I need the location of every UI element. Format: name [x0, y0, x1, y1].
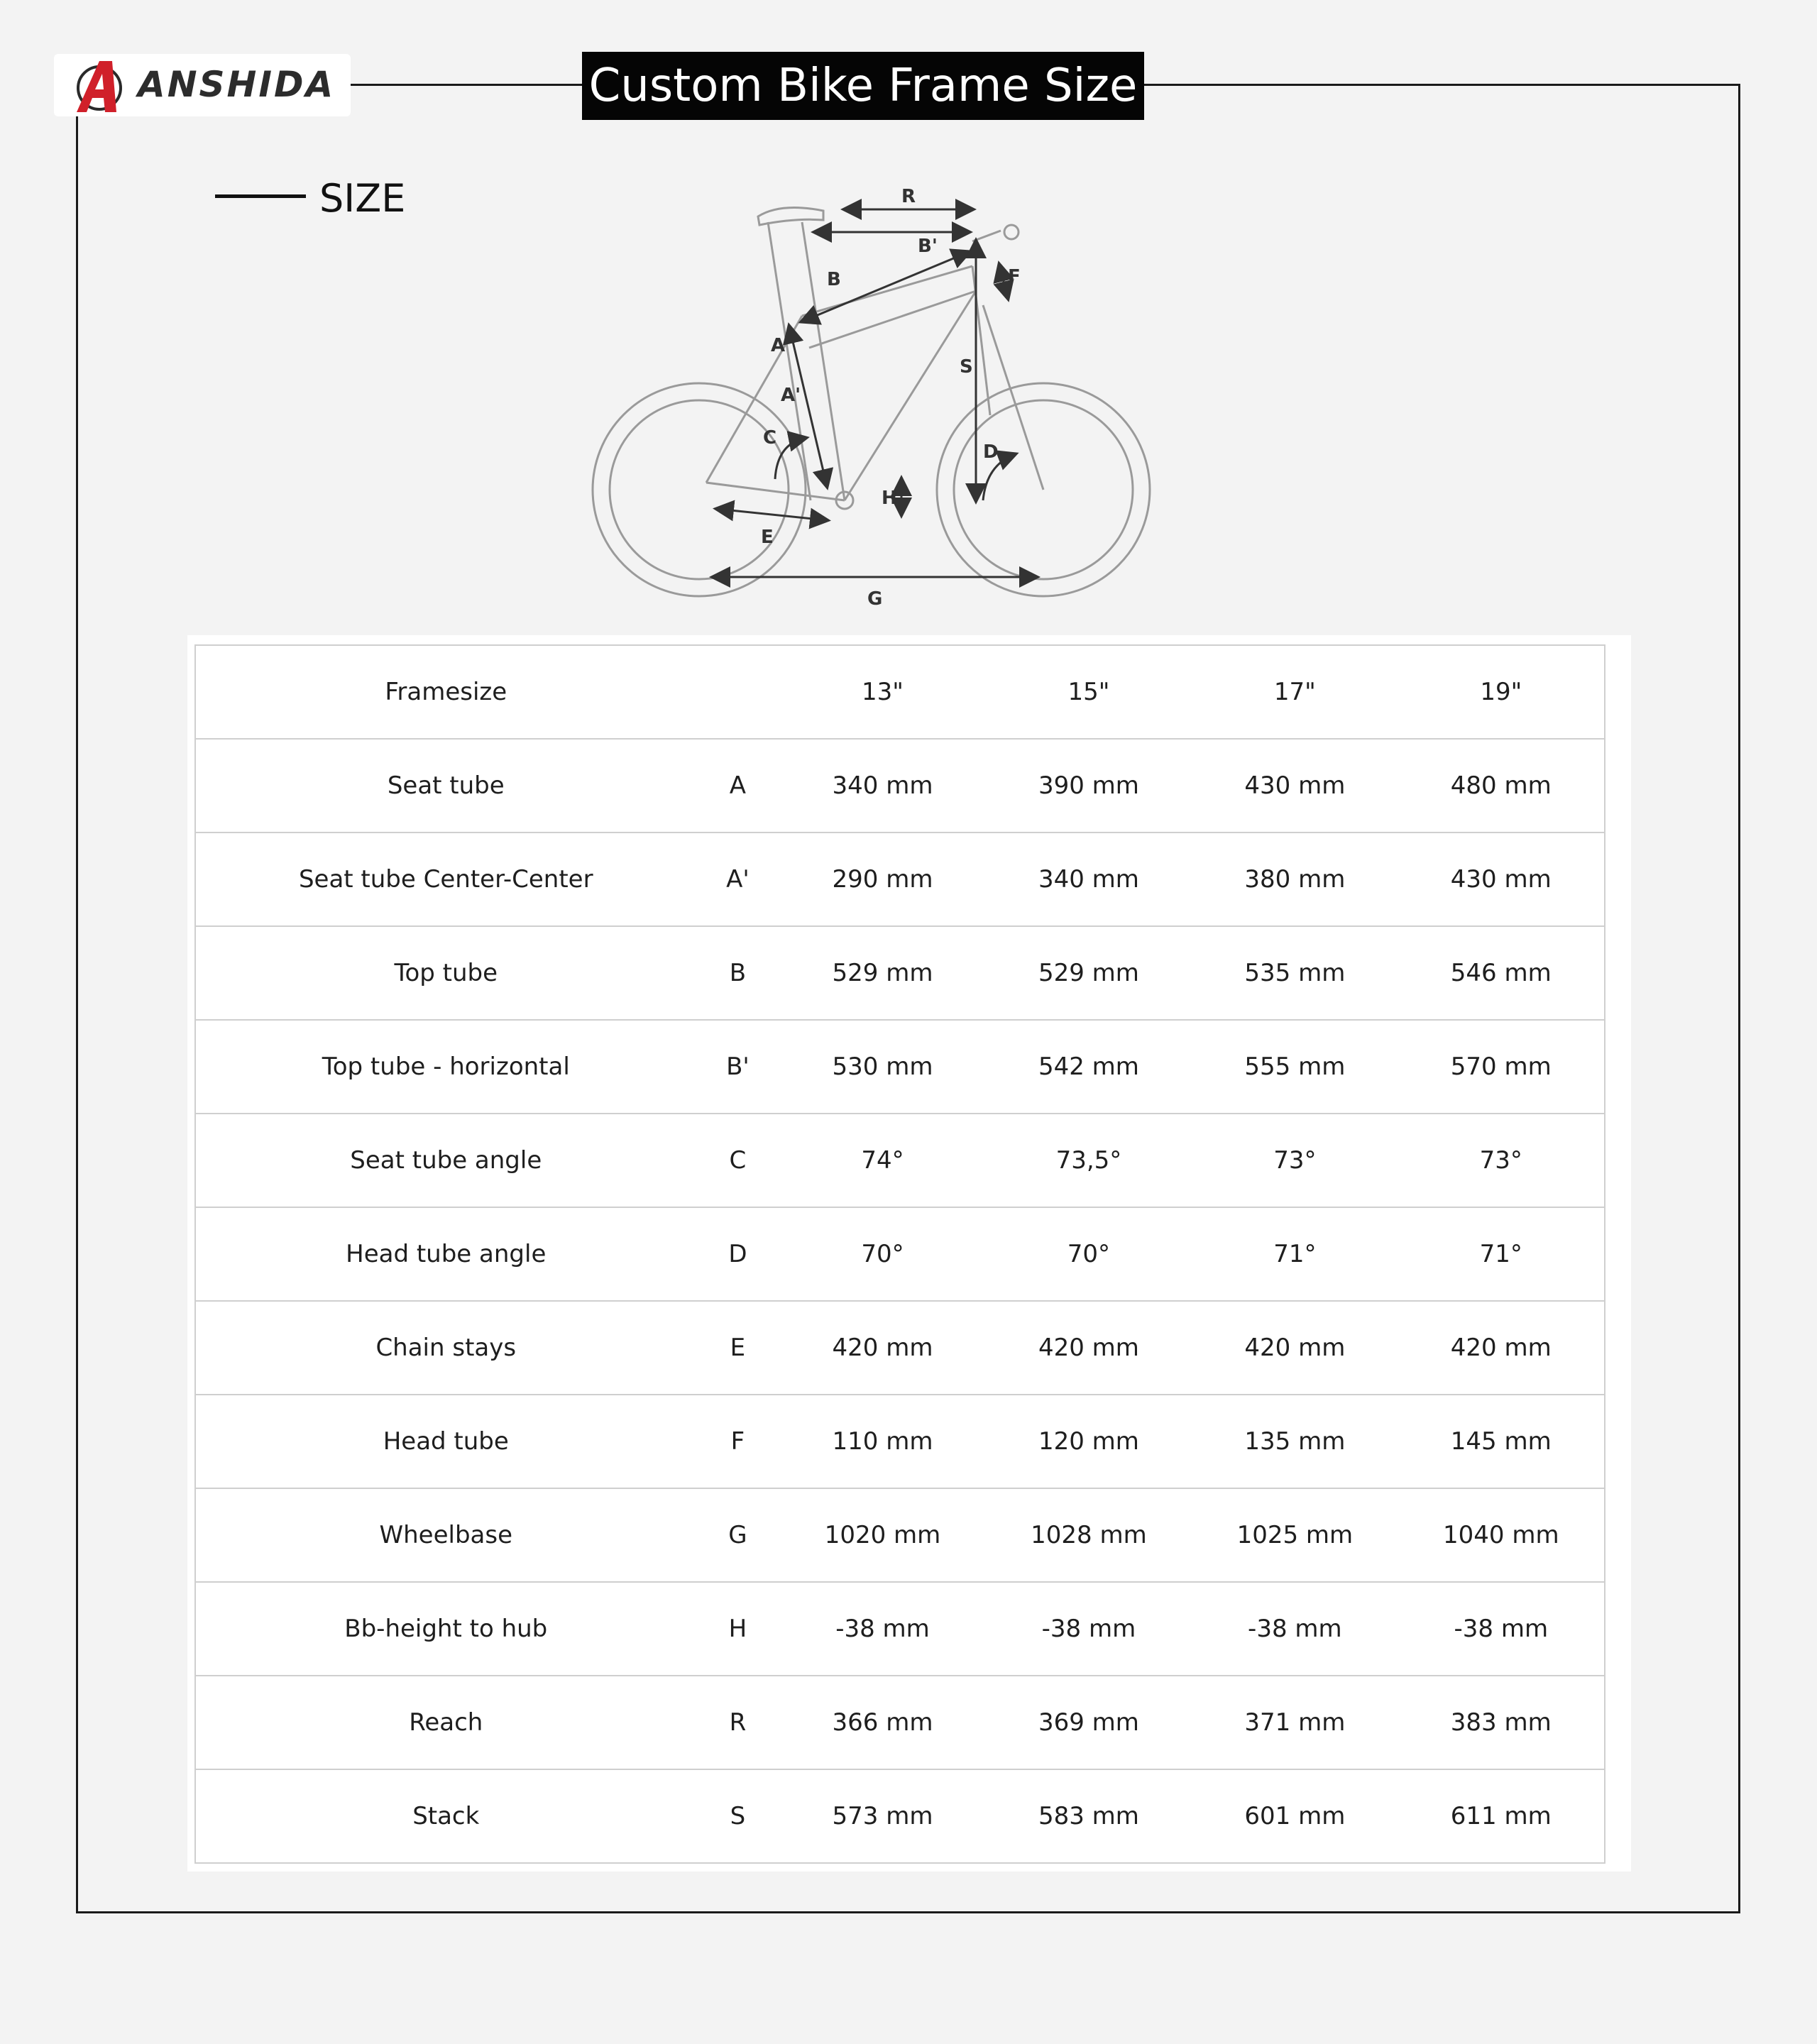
row-name: Head tube — [195, 1395, 696, 1488]
row-value: 529 mm — [779, 926, 985, 1020]
row-code: F — [696, 1395, 780, 1488]
table-header-row — [195, 645, 1605, 739]
diagram-label-s: S — [960, 356, 973, 378]
row-value: 383 mm — [1398, 1676, 1605, 1769]
diagram-label-e: E — [761, 527, 774, 548]
diagram-label-d: D — [983, 441, 999, 463]
row-code: A' — [696, 833, 780, 926]
diagram-label-b-prime: B' — [918, 236, 938, 257]
header-label: Framesize — [195, 645, 696, 739]
row-value: 1020 mm — [779, 1488, 985, 1582]
row-value: 390 mm — [986, 739, 1192, 833]
row-value: 70° — [779, 1207, 985, 1301]
table-row — [195, 1020, 1605, 1114]
row-name: Stack — [195, 1769, 696, 1863]
header-size: 19" — [1398, 645, 1605, 739]
row-code: C — [696, 1114, 780, 1207]
diagram-label-h: H — [882, 488, 897, 509]
table-row — [195, 926, 1605, 1020]
size-table-panel — [187, 635, 1631, 1872]
row-value: -38 mm — [1398, 1582, 1605, 1676]
header-size: 13" — [779, 645, 985, 739]
row-code: H — [696, 1582, 780, 1676]
diagram-label-a-prime: A' — [781, 385, 801, 406]
row-value: 74° — [779, 1114, 985, 1207]
row-code: G — [696, 1488, 780, 1582]
diagram-label-c: C — [763, 427, 777, 449]
table-row — [195, 1582, 1605, 1676]
row-value: 380 mm — [1192, 833, 1398, 926]
row-value: 340 mm — [779, 739, 985, 833]
row-value: 340 mm — [986, 833, 1192, 926]
row-code: D — [696, 1207, 780, 1301]
row-value: 420 mm — [779, 1301, 985, 1395]
row-value: 145 mm — [1398, 1395, 1605, 1488]
header-code — [696, 645, 780, 739]
row-value: 530 mm — [779, 1020, 985, 1114]
row-value: 583 mm — [986, 1769, 1192, 1863]
header-size: 17" — [1192, 645, 1398, 739]
row-value: 535 mm — [1192, 926, 1398, 1020]
row-value: 120 mm — [986, 1395, 1192, 1488]
row-name: Chain stays — [195, 1301, 696, 1395]
row-name: Bb-height to hub — [195, 1582, 696, 1676]
row-value: 611 mm — [1398, 1769, 1605, 1863]
table-row — [195, 1676, 1605, 1769]
row-value: 71° — [1398, 1207, 1605, 1301]
row-name: Seat tube Center-Center — [195, 833, 696, 926]
row-name: Reach — [195, 1676, 696, 1769]
row-value: 70° — [986, 1207, 1192, 1301]
row-value: 420 mm — [1398, 1301, 1605, 1395]
row-code: R — [696, 1676, 780, 1769]
row-name: Seat tube angle — [195, 1114, 696, 1207]
row-code: B' — [696, 1020, 780, 1114]
row-value: 369 mm — [986, 1676, 1192, 1769]
diagram-label-b: B — [827, 269, 841, 290]
row-name: Top tube - horizontal — [195, 1020, 696, 1114]
row-value: 1028 mm — [986, 1488, 1192, 1582]
diagram-label-r: R — [901, 186, 916, 207]
row-name: Top tube — [195, 926, 696, 1020]
row-value: 480 mm — [1398, 739, 1605, 833]
diagram-label-a: A — [771, 335, 786, 356]
table-row — [195, 1395, 1605, 1488]
row-name: Wheelbase — [195, 1488, 696, 1582]
anshida-logo-icon — [67, 55, 138, 115]
table-row — [195, 1207, 1605, 1301]
table-row — [195, 1769, 1605, 1863]
row-code: S — [696, 1769, 780, 1863]
row-value: 73,5° — [986, 1114, 1192, 1207]
table-row — [195, 1301, 1605, 1395]
row-value: 1025 mm — [1192, 1488, 1398, 1582]
header-size: 15" — [986, 645, 1192, 739]
row-value: 110 mm — [779, 1395, 985, 1488]
row-value: 290 mm — [779, 833, 985, 926]
bike-geometry-diagram — [589, 181, 1157, 635]
table-row — [195, 833, 1605, 926]
row-value: 420 mm — [1192, 1301, 1398, 1395]
row-value: 420 mm — [986, 1301, 1192, 1395]
section-label: SIZE — [319, 176, 406, 221]
size-table — [194, 644, 1605, 1864]
row-value: 1040 mm — [1398, 1488, 1605, 1582]
diagram-label-f: F — [1008, 266, 1021, 287]
row-value: 73° — [1398, 1114, 1605, 1207]
row-value: 601 mm — [1192, 1769, 1398, 1863]
row-value: 430 mm — [1398, 833, 1605, 926]
row-value: 546 mm — [1398, 926, 1605, 1020]
row-value: 542 mm — [986, 1020, 1192, 1114]
row-code: E — [696, 1301, 780, 1395]
row-value: 73° — [1192, 1114, 1398, 1207]
row-value: 555 mm — [1192, 1020, 1398, 1114]
brand-logo — [54, 54, 351, 116]
row-value: 366 mm — [779, 1676, 985, 1769]
row-code: A — [696, 739, 780, 833]
page-title: Custom Bike Frame Size — [582, 52, 1144, 120]
row-value: 573 mm — [779, 1769, 985, 1863]
table-row — [195, 1114, 1605, 1207]
row-value: -38 mm — [1192, 1582, 1398, 1676]
row-value: -38 mm — [779, 1582, 985, 1676]
diagram-label-g: G — [867, 588, 883, 610]
section-rule — [215, 194, 306, 198]
row-code: B — [696, 926, 780, 1020]
table-row — [195, 1488, 1605, 1582]
row-value: 570 mm — [1398, 1020, 1605, 1114]
row-value: 430 mm — [1192, 739, 1398, 833]
row-name: Seat tube — [195, 739, 696, 833]
row-value: -38 mm — [986, 1582, 1192, 1676]
table-row — [195, 739, 1605, 833]
row-value: 71° — [1192, 1207, 1398, 1301]
row-value: 371 mm — [1192, 1676, 1398, 1769]
row-name: Head tube angle — [195, 1207, 696, 1301]
row-value: 135 mm — [1192, 1395, 1398, 1488]
row-value: 529 mm — [986, 926, 1192, 1020]
brand-name: ANSHIDA — [138, 64, 336, 105]
